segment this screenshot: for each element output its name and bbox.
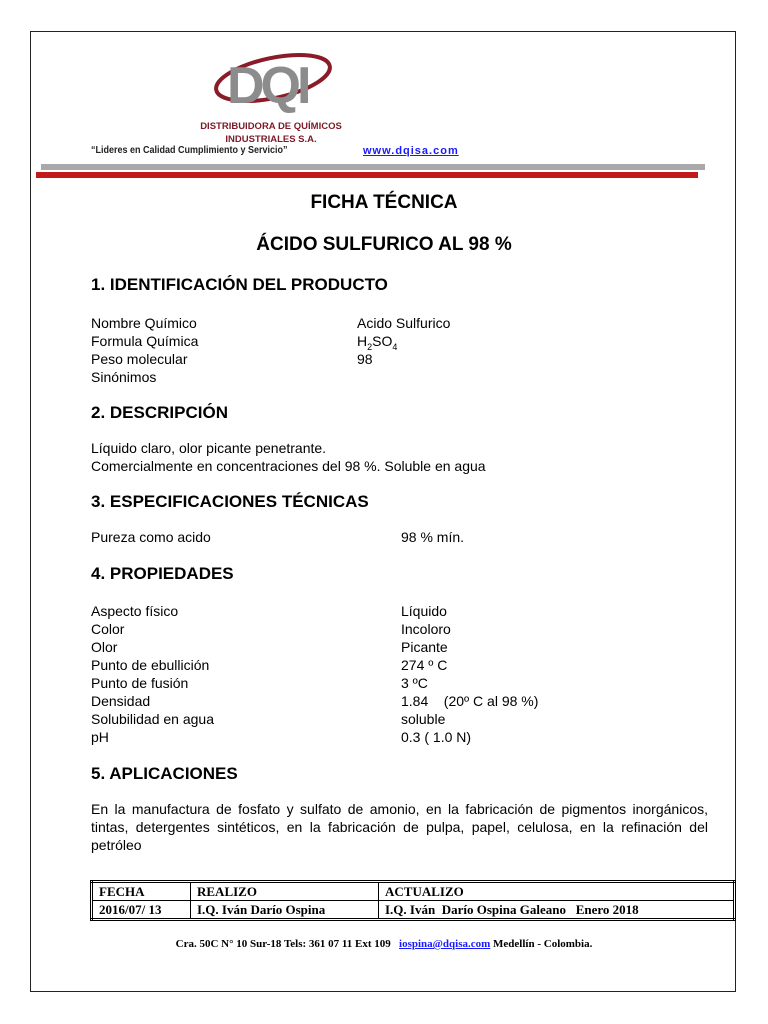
prop-label: Aspecto físico [91,603,179,619]
section-heading-properties: 4. PROPIEDADES [91,564,234,583]
id-label-formula: Formula Química [91,333,199,349]
prop-value: Picante [401,639,448,655]
product-title: ÁCIDO SULFURICO AL 98 % [256,234,512,255]
id-value-formula: $H_2SO_4$ [357,333,398,352]
table-header-row [92,882,735,901]
spec-label-purity: Pureza como acido [91,529,211,545]
website-link[interactable]: www.dqisa.com [363,145,459,157]
prop-value: 1.84 (20º C al 98 %) [401,693,539,709]
description-line2: Comercialmente en concentraciones del 98 %. Soluble en agua [91,458,486,474]
prop-label: Olor [91,639,118,655]
section-heading-specifications: 3. ESPECIFICACIONES TÉCNICAS [91,492,369,511]
prop-label: Densidad [91,693,151,709]
prop-label: Punto de fusión [91,675,189,691]
prop-value: soluble [401,711,446,727]
prop-label: Solubilidad en agua [91,711,214,727]
id-label-chemical-name: Nombre Químico [91,315,197,331]
prop-value: 274 º C [401,657,448,673]
prop-value: Incoloro [401,621,451,637]
table-cell-realizo: I.Q. Iván Darío Ospina [191,901,379,920]
description-line1: Líquido claro, olor picante penetrante. [91,440,327,456]
id-value-chemical-name: Acido Sulfurico [357,315,451,331]
logo-company-name-line2: INDUSTRIALES S.A. [225,134,317,145]
document-title: FICHA TÉCNICA [310,192,458,213]
section-heading-applications: 5. APLICACIONES [91,764,238,783]
header-divider-red [36,172,698,178]
footer-city: Medellín - Colombia. [493,938,593,950]
logo-letters: DQI [227,57,308,115]
prop-value: 3 ºC [401,675,428,691]
table-cell-actualizo: I.Q. Iván Darío Ospina Galeano Enero 2018 [379,901,735,920]
revision-table [90,880,736,921]
section-heading-description: 2. DESCRIPCIÓN [91,403,228,422]
company-slogan: “Lideres en Calidad Cumplimiento y Servicio” [91,145,288,156]
id-label-molecular-weight: Peso molecular [91,351,188,367]
table-header-fecha: FECHA [92,882,191,901]
document-page [30,31,736,992]
prop-value: 0.3 ( 1.0 N) [401,729,472,745]
id-value-molecular-weight: 98 [357,351,373,367]
table-cell-fecha: 2016/07/ 13 [92,901,191,920]
header-divider-grey [41,164,705,170]
prop-label: Punto de ebullición [91,657,210,673]
spec-value-purity: 98 % mín. [401,529,465,545]
footer-address: Cra. 50C N° 10 Sur-18 Tels: 361 07 11 Ext 109 [175,938,391,950]
company-logo [191,48,351,158]
table-header-realizo: REALIZO [191,882,379,901]
prop-label: pH [91,729,109,745]
footer-email-link[interactable]: iospina@dqisa.com [399,938,491,950]
section-heading-identification: 1. IDENTIFICACIÓN DEL PRODUCTO [91,275,388,294]
prop-value: Líquido [401,603,447,619]
applications-text: En la manufactura de fosfato y sulfato de amonio, en la fabricación de pigmentos inorgánicos, tintas, detergentes sintéticos, en la fabricación de pulpa, papel, celulosa, en la refinación del petróleo [91,801,708,853]
prop-label: Color [91,621,125,637]
logo-company-name-line1: DISTRIBUIDORA DE QUÍMICOS [200,121,342,132]
table-row [92,901,735,920]
table-header-actualizo: ACTUALIZO [379,882,735,901]
footer-address-line [31,938,737,950]
id-label-synonyms: Sinónimos [91,369,157,385]
